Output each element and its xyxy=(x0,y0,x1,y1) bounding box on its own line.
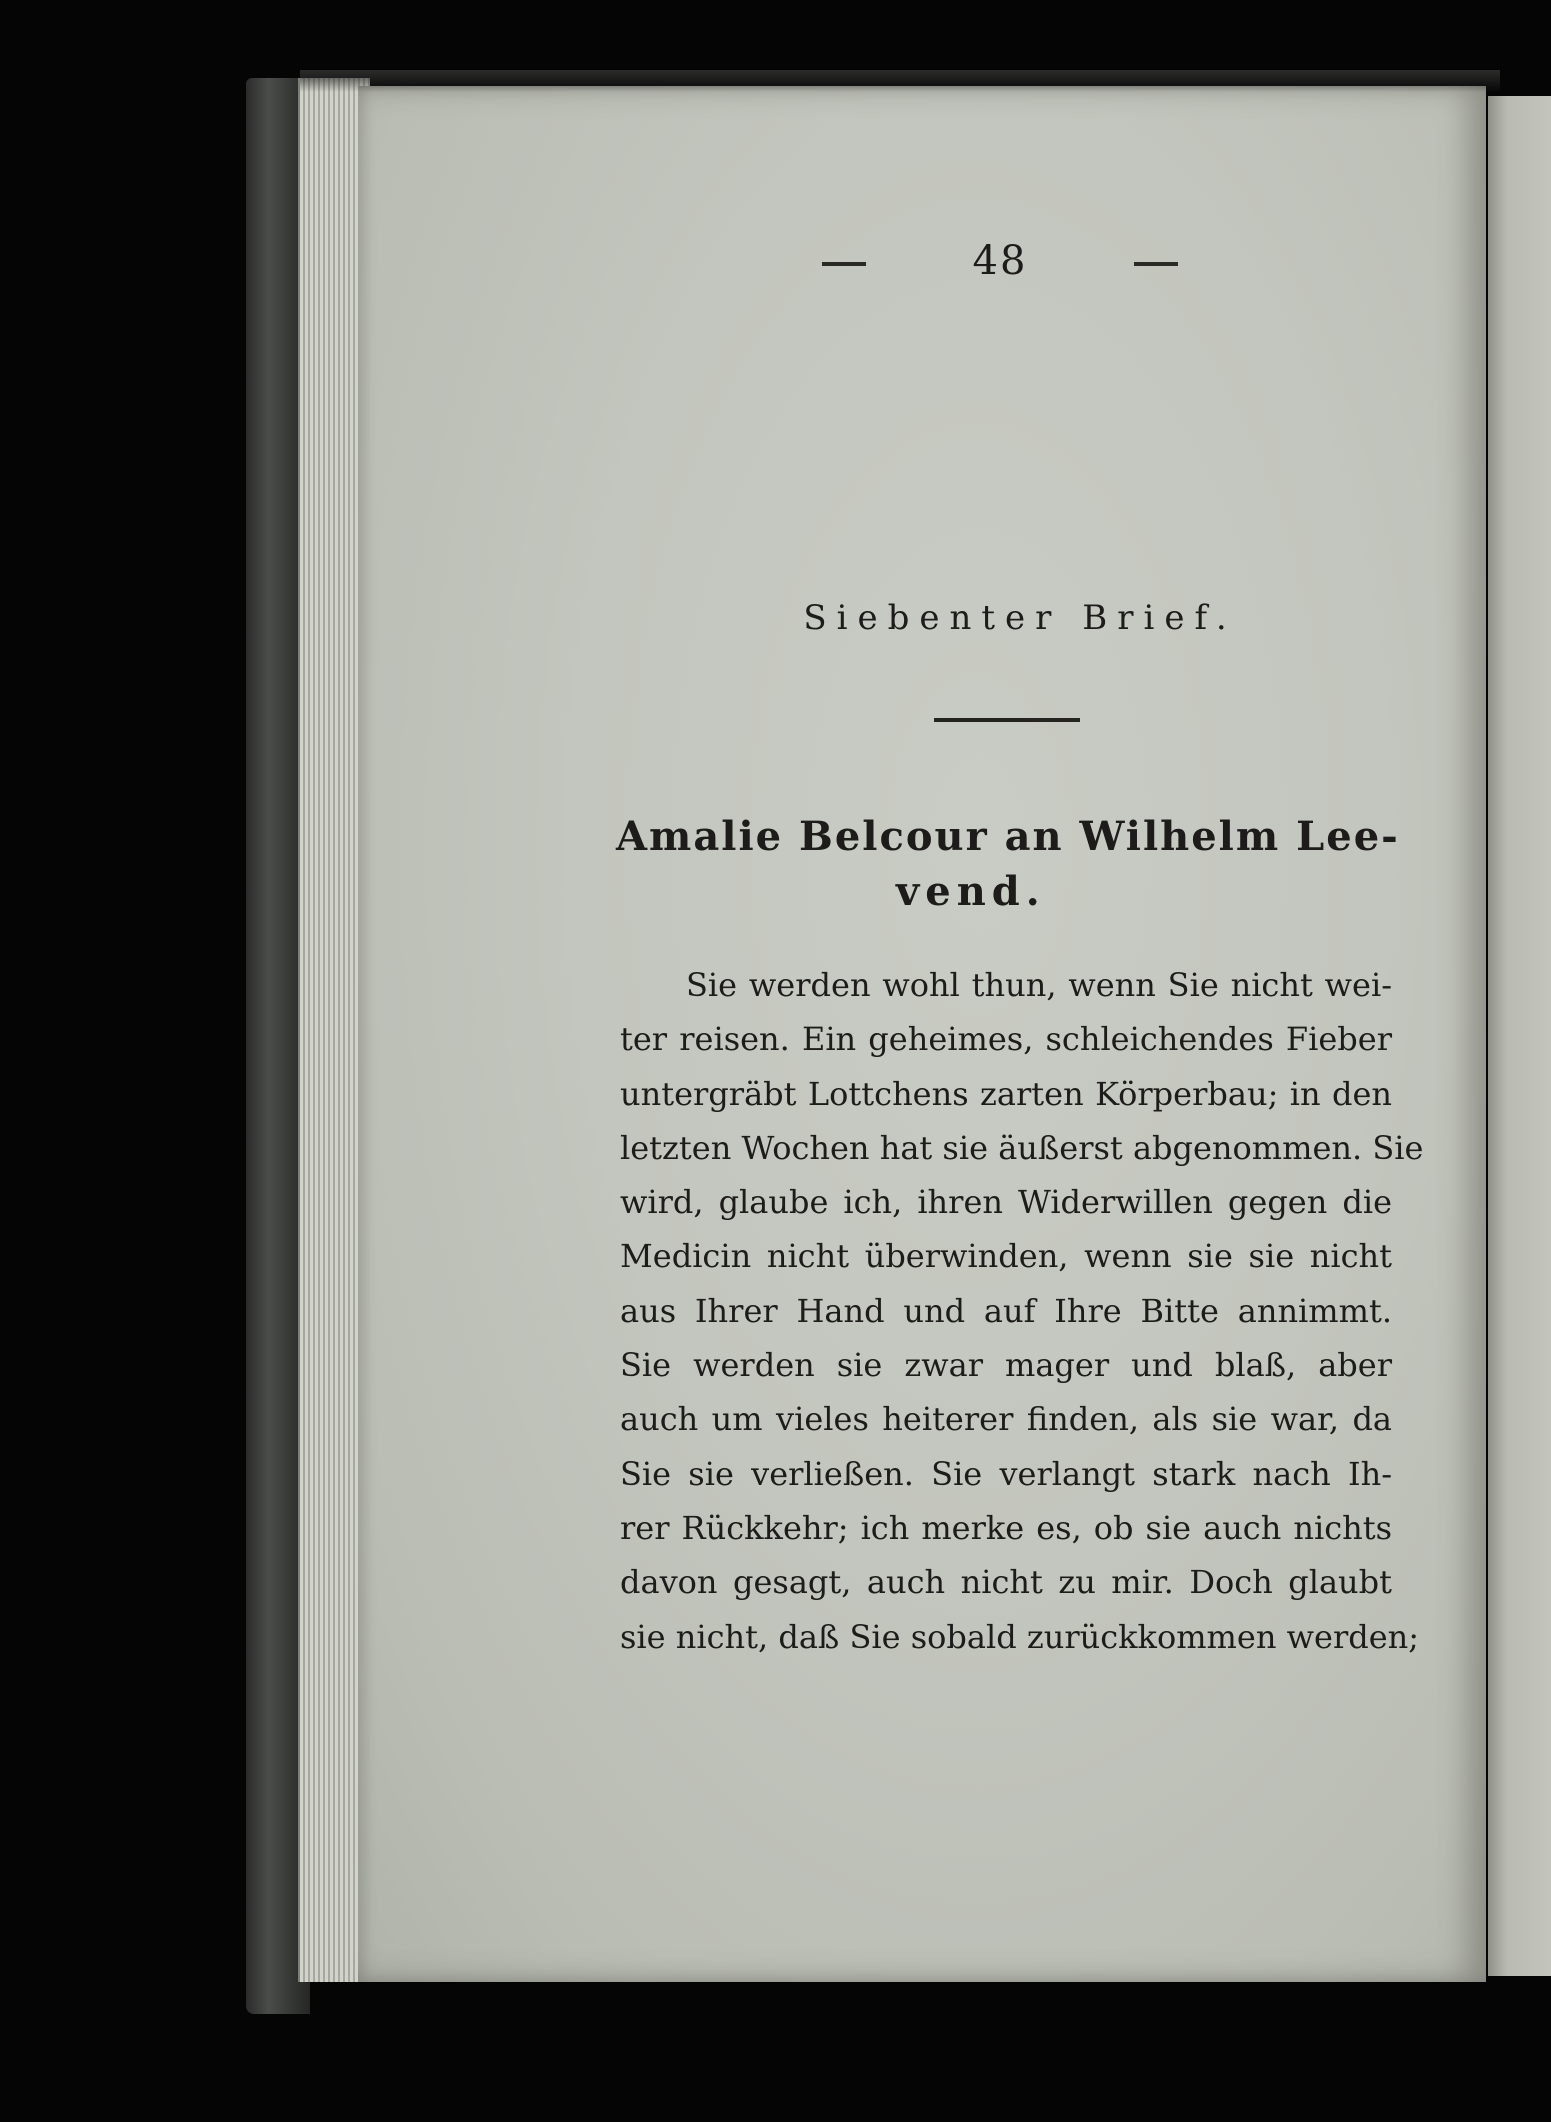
body-line: Sie werden wohl thun, wenn Sie nicht wei- xyxy=(686,966,1392,1004)
page-number: 48 xyxy=(972,238,1028,284)
letter-heading-line-1: Amalie Belcour an Wilhelm Lee- xyxy=(616,813,1400,860)
body-line: sie nicht, daß Sie sobald zurückkommen werden; xyxy=(620,1617,1420,1656)
body-line: auch um vieles heiterer finden, als sie war, da xyxy=(620,1400,1392,1439)
body-line: Medicin nicht überwinden, wenn sie sie nicht xyxy=(620,1237,1392,1276)
body-line: Sie werden sie zwar mager und blaß, aber xyxy=(620,1346,1392,1385)
section-rule xyxy=(934,718,1080,722)
body-line: davon gesagt, auch nicht zu mir. Doch glaubt xyxy=(620,1563,1392,1602)
body-line: untergräbt Lottchens zarten Körperbau; in den xyxy=(620,1074,1392,1113)
body-text xyxy=(620,958,1424,1664)
body-line: aus Ihrer Hand und auf Ihre Bitte annimmt. xyxy=(620,1291,1392,1330)
top-shadow xyxy=(300,70,1500,92)
letter-heading-line-2: vend. xyxy=(896,868,1046,915)
body-line: rer Rückkehr; ich merke es, ob sie auch nichts xyxy=(620,1508,1392,1547)
body-line: letzten Wochen hat sie äußerst abgenommen. Sie xyxy=(620,1128,1424,1167)
chapter-title: Siebenter Brief. xyxy=(803,598,1237,638)
body-line: ter reisen. Ein geheimes, schleichendes Fieber xyxy=(620,1020,1392,1059)
facing-page-edge xyxy=(1488,96,1551,1976)
body-line: wird, glaube ich, ihren Widerwillen gegen die xyxy=(620,1183,1392,1222)
body-line: Sie sie verließen. Sie verlangt stark nach Ih- xyxy=(620,1454,1392,1493)
folio-dash-right xyxy=(1134,262,1178,266)
